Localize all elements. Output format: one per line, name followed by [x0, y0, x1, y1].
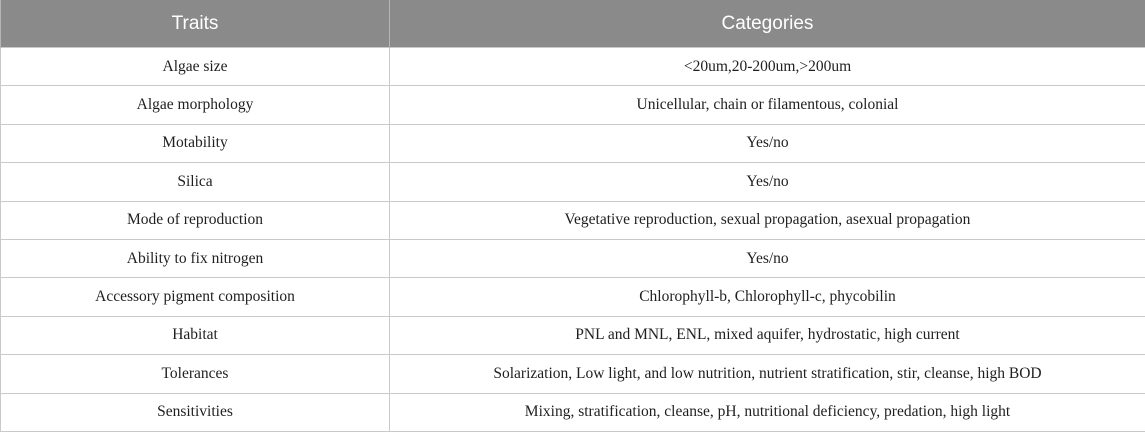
table-body [1, 48, 1145, 432]
table-row [1, 316, 1145, 354]
trait-cell: Accessory pigment composition [1, 278, 390, 316]
trait-cell: Algae size [1, 48, 390, 86]
category-cell: Unicellular, chain or filamentous, colonial [390, 86, 1145, 124]
table-row [1, 163, 1145, 201]
category-cell: <20um,20-200um,>200um [390, 48, 1145, 86]
table-row [1, 201, 1145, 239]
trait-cell: Silica [1, 163, 390, 201]
category-cell: Solarization, Low light, and low nutrition, nutrient stratification, stir, cleanse, high BOD [390, 355, 1145, 393]
trait-cell: Habitat [1, 316, 390, 354]
trait-cell: Sensitivities [1, 393, 390, 431]
trait-cell: Ability to fix nitrogen [1, 239, 390, 277]
category-cell: Mixing, stratification, cleanse, pH, nutritional deficiency, predation, high light [390, 393, 1145, 431]
category-cell: PNL and MNL, ENL, mixed aquifer, hydrostatic, high current [390, 316, 1145, 354]
category-cell: Chlorophyll-b, Chlorophyll-c, phycobilin [390, 278, 1145, 316]
table-row [1, 86, 1145, 124]
category-cell: Yes/no [390, 239, 1145, 277]
category-cell: Yes/no [390, 124, 1145, 162]
header-categories: Categories [390, 0, 1145, 48]
header-traits: Traits [1, 0, 390, 48]
table-row [1, 393, 1145, 431]
category-cell: Vegetative reproduction, sexual propagation, asexual propagation [390, 201, 1145, 239]
trait-cell: Motability [1, 124, 390, 162]
trait-cell: Mode of reproduction [1, 201, 390, 239]
trait-cell: Tolerances [1, 355, 390, 393]
table-row [1, 239, 1145, 277]
trait-cell: Algae morphology [1, 86, 390, 124]
table-header [1, 0, 1145, 48]
table-row [1, 48, 1145, 86]
header-row [1, 0, 1145, 48]
table-row [1, 278, 1145, 316]
category-cell: Yes/no [390, 163, 1145, 201]
table-row [1, 355, 1145, 393]
table-row [1, 124, 1145, 162]
